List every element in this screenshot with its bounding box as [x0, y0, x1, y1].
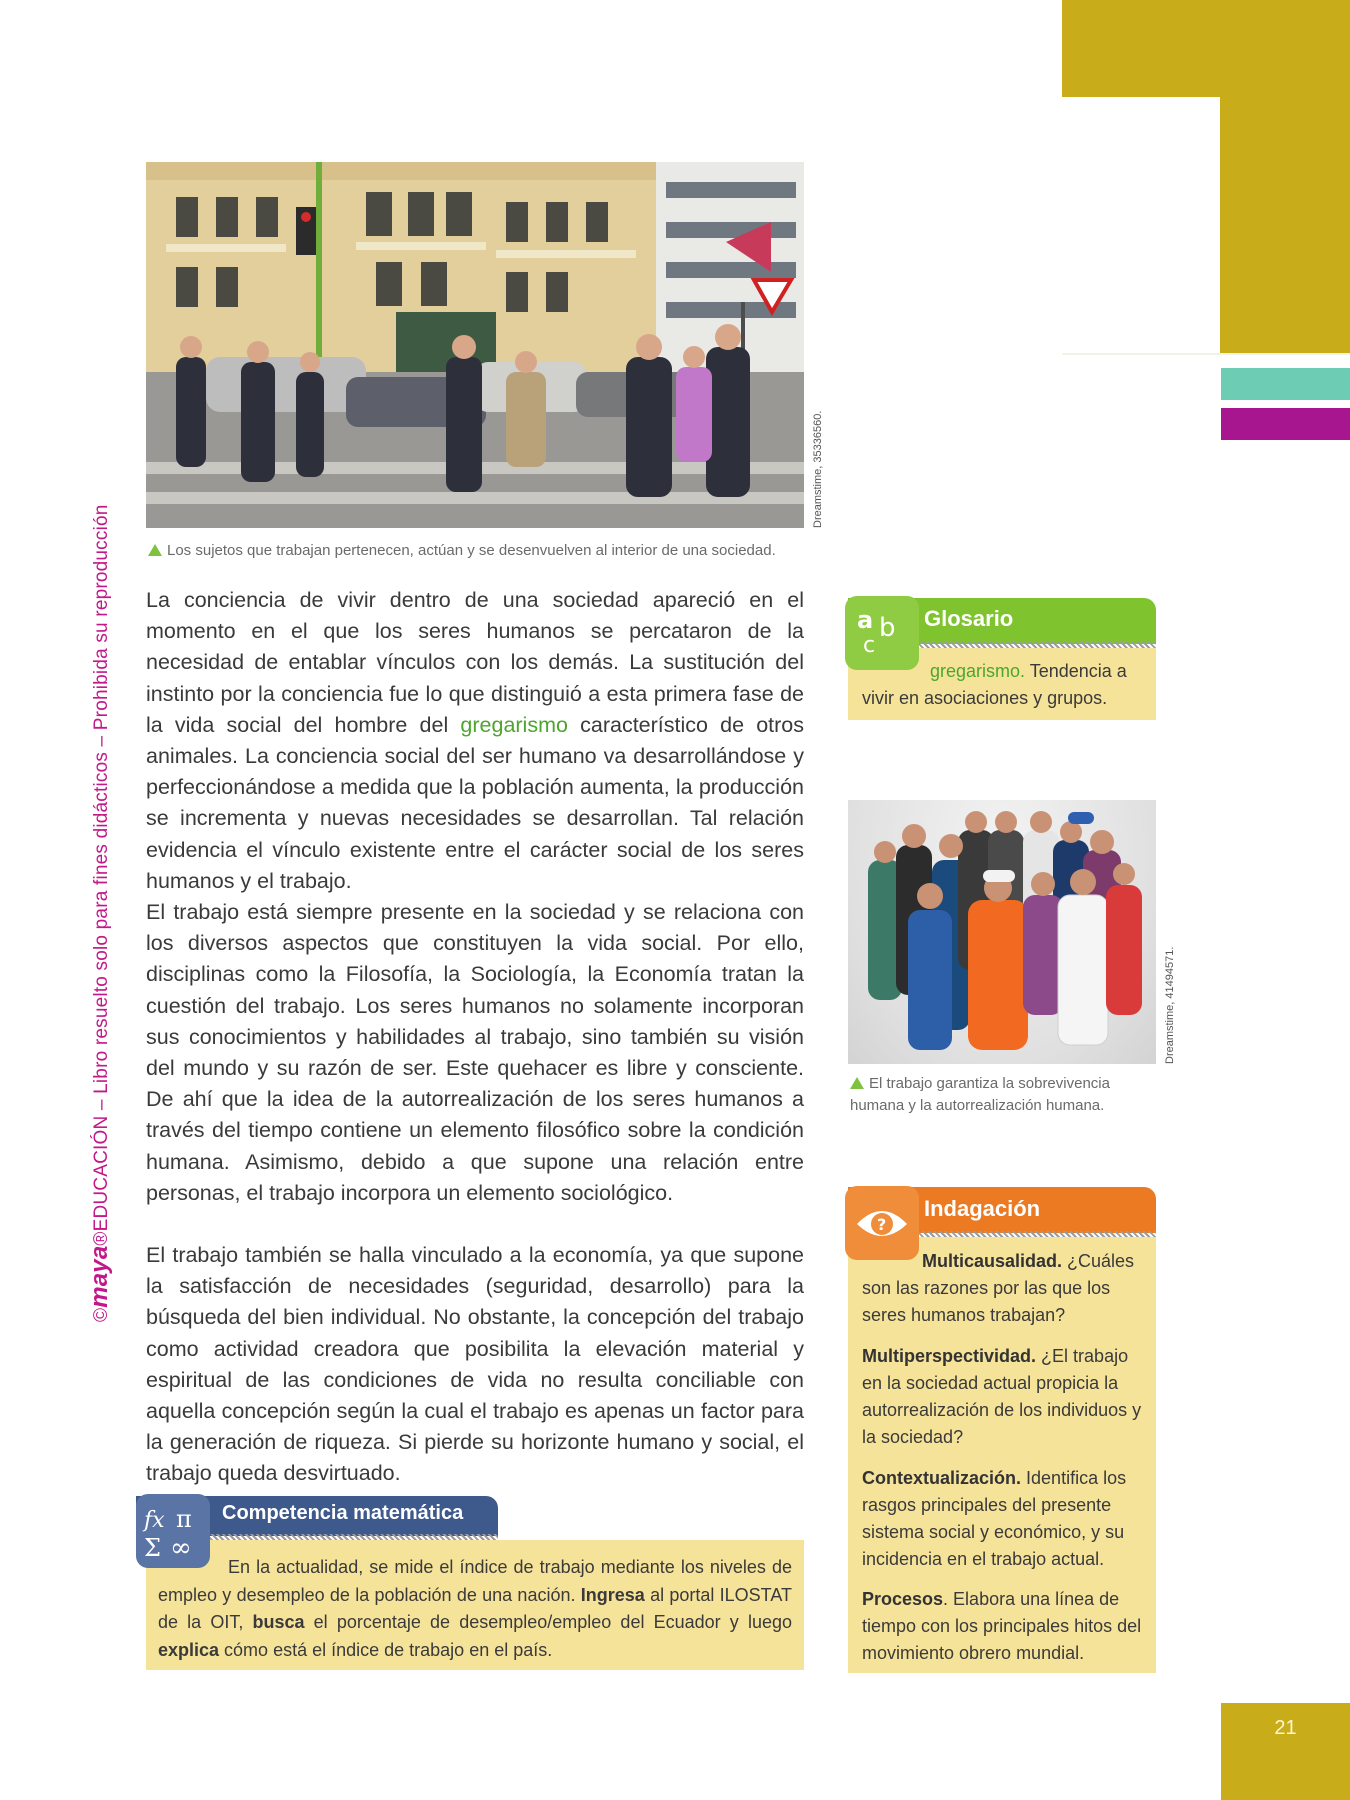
- math-text-part: En la actualidad, se mide el índice de trabajo mediante los niveles de empleo y desempleo de la población de una nación.: [158, 1557, 792, 1605]
- glossary-definition-text: Tendencia a vivir en asociaciones y grupos.: [862, 661, 1127, 708]
- svg-text:c: c: [863, 633, 876, 658]
- research-item-text: Identifica los rasgos principales del presente sistema social y económico, y su incidencia en el trabajo actual.: [862, 1468, 1127, 1569]
- body-paragraph-2: El trabajo está siempre presente en la sociedad y se relaciona con los diversos aspectos que constituyen la vida social. Por ello, disciplinas como la Filosofía, la Sociología, la Economía tratan la cuestión del trabajo. Los seres humanos no solamente incorporan sus conocimientos y habilidades al trabajo, sino también su visión del mundo y su razón de ser. Este quehacer es libre y consciente. De ahí que la idea de la autorrealización de los seres humanos a través del tiempo contiene un elemento filosófico sobre la condición humana. Asimismo, debido a que supone una relación entre personas, el trabajo incorpora un elemento sociológico.: [146, 900, 804, 1205]
- svg-text:a: a: [857, 606, 874, 634]
- photo-caption-text: Los sujetos que trabajan pertenecen, actúan y se desenvuelven al interior de una sociedad.: [167, 542, 776, 559]
- svg-text:b: b: [879, 613, 896, 643]
- glossary-definition: [862, 658, 1152, 712]
- research-item-text: . Elabora una línea de tiempo con los principales hitos del movimiento obrero mundial.: [862, 1589, 1142, 1663]
- glossary-title: Glosario: [924, 606, 1014, 631]
- svg-text:π: π: [176, 1505, 192, 1533]
- decorative-gold-band: [1062, 0, 1350, 97]
- body-paragraph-1-end: característico de otros animales. La conciencia social del ser humano va desarrollándose y perfeccionándose a medida que la población aumenta, la producción se incrementa y nuevas necesidades se desarrollan. Tal relación evidencia el vínculo existente entre el carácter social de los seres humanos y el trabajo.: [146, 712, 804, 893]
- math-text-bold: explica: [158, 1639, 220, 1660]
- copyright-notice: [86, 504, 114, 1322]
- svg-text:?: ?: [877, 1215, 887, 1234]
- triangle-bullet-icon: [148, 544, 162, 556]
- research-item-label: Procesos: [862, 1589, 944, 1609]
- math-text-bold: Ingresa: [580, 1584, 645, 1605]
- research-header-stripe: [916, 1231, 1156, 1237]
- math-text-part: el porcentaje de desempleo/empleo del Ecuador y luego: [304, 1612, 792, 1632]
- research-item-text: ¿El trabajo en la sociedad actual propicia la autorrealización de los individuos y la sociedad?: [862, 1346, 1142, 1447]
- photo-caption-2-text: El trabajo garantiza la sobrevivencia humana y la autorrealización humana.: [850, 1075, 1110, 1114]
- math-competence-title: Competencia matemática: [222, 1502, 464, 1524]
- photo-caption: [148, 540, 808, 562]
- workers-group-photo: [848, 800, 1156, 1064]
- math-text-part: al portal ILOSTAT de la OIT,: [158, 1584, 792, 1632]
- glossary-term-link: gregarismo: [460, 712, 568, 737]
- research-item-multiperspectividad: [862, 1343, 1148, 1451]
- copyright-symbol: ©: [91, 1307, 112, 1322]
- body-paragraph-1: [146, 585, 804, 897]
- research-item-contextualizacion: [862, 1465, 1148, 1573]
- decorative-line: [1062, 353, 1350, 355]
- decorative-gold-band-side: [1220, 97, 1350, 353]
- body-paragraph-3: El trabajo también se halla vinculado a la economía, ya que supone la satisfacción de necesidades (seguridad, desarrollo) para la búsqueda del bien individual. No obstante, la concepción del trabajo como actividad creadora que posibilita la elevación material y espiritual de las condiciones de vida no resulta conciliable con aquella concepción según la cual el trabajo es apenas un factor para la generación de riqueza. Si pierde su horizonte humano y social, el trabajo queda desvirtuado.: [146, 1243, 804, 1486]
- street-scene-illustration: [146, 162, 804, 528]
- research-item-multicausalidad: [862, 1248, 1148, 1329]
- photo-credit: Dreamstime, 35336560.: [812, 410, 824, 528]
- research-item-text: ¿Cuáles son las razones por las que los seres humanos trabajan?: [862, 1251, 1135, 1325]
- workers-group-illustration: [848, 800, 1156, 1064]
- page-number: 21: [1274, 1717, 1297, 1739]
- math-competence-text: [158, 1554, 792, 1664]
- photo-caption-2: [850, 1073, 1160, 1117]
- math-competence-header-stripe: [205, 1534, 498, 1540]
- svg-text:∞: ∞: [170, 1533, 192, 1563]
- glossary-header-stripe: [916, 642, 1156, 648]
- research-item-label: Multicausalidad.: [922, 1251, 1063, 1271]
- svg-text:fx: fx: [144, 1508, 165, 1533]
- decorative-magenta-band: [1221, 408, 1350, 440]
- research-item-label: Contextualización.: [862, 1468, 1022, 1488]
- math-text-part: cómo está el índice de trabajo en el país.: [219, 1639, 553, 1660]
- photo-credit-2: Dreamstime, 41494571.: [1164, 946, 1176, 1064]
- research-item-label: Multiperspectividad.: [862, 1346, 1037, 1366]
- brand-logo-text: maya: [86, 1245, 113, 1308]
- math-text-bold: busca: [252, 1612, 305, 1632]
- street-scene-photo: [146, 162, 804, 528]
- body-paragraph-1-start: La conciencia de vivir dentro de una sociedad apareció en el momento en el que los seres humanos se percataron de la necesidad de entablar vínculos con los demás. La sustitución del instinto por la conciencia fue lo que distinguió a esta primera fase de la vida social del hombre del: [146, 588, 804, 737]
- research-title: Indagación: [924, 1196, 1041, 1221]
- svg-text:Σ: Σ: [144, 1534, 161, 1562]
- glossary-term: gregarismo.: [930, 661, 1026, 681]
- page-number-box: [1221, 1703, 1350, 1800]
- triangle-bullet-icon: [850, 1077, 864, 1089]
- research-item-procesos: [862, 1586, 1148, 1667]
- decorative-teal-band: [1221, 368, 1350, 400]
- copyright-text: ®EDUCACIÓN – Libro resuelto solo para fines didácticos – Prohibida su reproducción: [91, 504, 112, 1246]
